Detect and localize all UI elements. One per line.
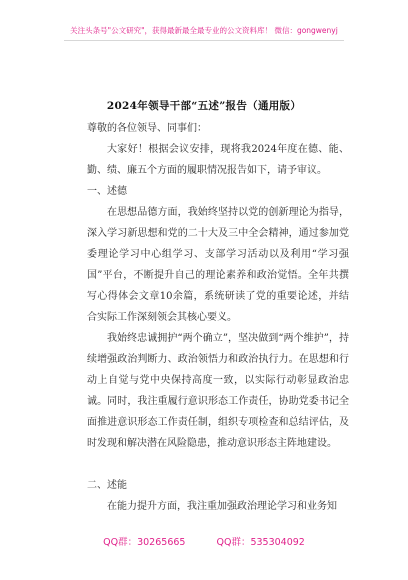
- footer-contacts: [0, 534, 408, 548]
- footer-qq-group-1: QQ群：30265665: [103, 537, 186, 548]
- header-banner: 关注头条号"公文研究"，获得最新最全最专业的公文资料库！ 微信：gongwenyj: [70, 26, 338, 35]
- ability-paragraph-1: 在能力提升方面，我注重加强政治理论学习和业务知: [107, 501, 337, 512]
- conduct-paragraph-1: 在思想品德方面，我始终坚持以党的创新理论为指导，深入学习新思想和党的二十大及三中全会精神，通过参加党委理论学习中心组学习、支部学习活动以及利用“学习强国”平台，不断提升自己的理论素养和政治觉悟。全年共撰写心得体会文章10余篇，系统研读了党的重要论述，并结合实际工作深刻领会其核心要义。: [87, 207, 349, 323]
- header-divider: [64, 40, 344, 41]
- document-title: 2024年领导干部“五述”报告（通用版）: [106, 100, 302, 112]
- salutation: 尊敬的各位领导、同事们：: [87, 123, 207, 134]
- section-heading-conduct: 一、述德: [87, 186, 127, 197]
- footer-qq-group-2: QQ群：535304092: [216, 537, 305, 548]
- intro-paragraph: 大家好！根据会议安排，现将我2024年度在德、能、勤、绩、廉五个方面的履职情况报告如下，请予审议。: [87, 144, 349, 176]
- conduct-paragraph-2: 我始终忠诚拥护“两个确立”，坚决做到“两个维护”，持续增强政治判断力、政治领悟力和政治执行力。在思想和行动上自觉与党中央保持高度一致，以实际行动彰显政治忠诚。同时，我注重履行意识形态工作责任，协助党委书记全面推进意识形态工作责任制，组织专项检查和总结评估，及时发现和解决潜在风险隐患，推动意识形态主阵地建设。: [87, 333, 349, 449]
- section-heading-ability: 二、述能: [87, 480, 127, 491]
